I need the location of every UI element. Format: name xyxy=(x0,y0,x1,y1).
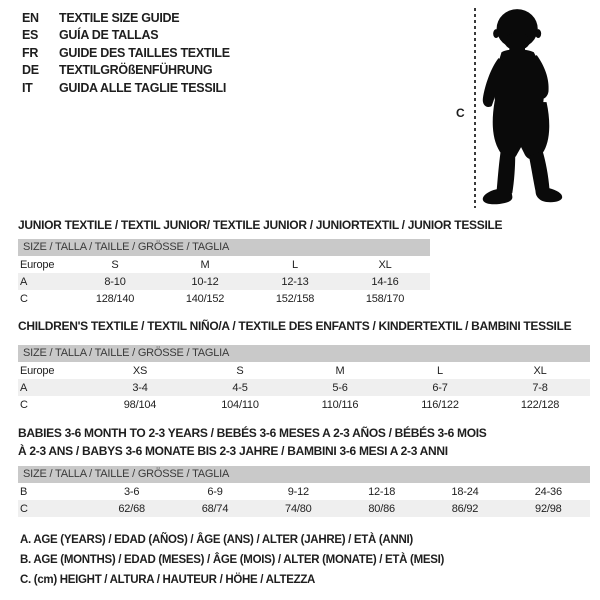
size-cell: 18-24 xyxy=(451,485,479,498)
junior-size-table xyxy=(18,256,430,307)
list-item xyxy=(22,79,230,97)
size-cell: L xyxy=(437,364,443,377)
guide-title: GUÍA DE TALLAS xyxy=(59,28,159,43)
size-cell: 86/92 xyxy=(451,502,479,515)
row-label: Europe xyxy=(20,258,55,271)
size-header-bar: SIZE / TALLA / TAILLE / GRÖSSE / TAGLIA xyxy=(18,466,590,483)
row-label: Europe xyxy=(20,364,55,377)
size-cell: 3-4 xyxy=(132,381,148,394)
row-label: C xyxy=(20,292,28,305)
size-cell: 68/74 xyxy=(201,502,229,515)
table-row xyxy=(18,379,590,396)
size-header-bar: SIZE / TALLA / TAILLE / GRÖSSE / TAGLIA xyxy=(18,345,590,362)
size-cell: M xyxy=(200,258,210,271)
footnote-b: B. AGE (MONTHS) / EDAD (MESES) / ÂGE (MOIS) / ALTER (MONATE) / ETÀ (MESI) xyxy=(20,554,445,566)
row-label: C xyxy=(20,502,28,515)
size-cell: 122/128 xyxy=(520,398,560,411)
size-cell: 158/170 xyxy=(365,292,405,305)
table-row xyxy=(18,290,430,307)
footnote-legend xyxy=(20,530,444,590)
size-cell: 104/110 xyxy=(221,398,259,411)
size-header-bar: SIZE / TALLA / TAILLE / GRÖSSE / TAGLIA xyxy=(18,239,430,256)
size-cell: 24-36 xyxy=(534,485,562,498)
junior-table-title: JUNIOR TEXTILE / TEXTIL JUNIOR/ TEXTILE JUNIOR / JUNIORTEXTIL / JUNIOR TESSILE xyxy=(18,218,503,232)
size-cell: 9-12 xyxy=(287,485,309,498)
table-row xyxy=(18,273,430,290)
baby-silhouette-icon xyxy=(478,6,572,210)
size-cell: S xyxy=(236,364,244,377)
guide-title: GUIDE DES TAILLES TEXTILE xyxy=(59,45,230,60)
row-label: C xyxy=(20,398,28,411)
list-item xyxy=(22,27,230,45)
size-cell: 140/152 xyxy=(185,292,225,305)
size-cell: 92/98 xyxy=(535,502,562,515)
language-code: DE xyxy=(22,63,39,78)
size-cell: XL xyxy=(378,258,392,271)
table-row xyxy=(18,396,590,413)
size-cell: 6-7 xyxy=(432,381,448,394)
size-cell: XL xyxy=(533,364,547,377)
size-cell: L xyxy=(292,258,298,271)
guide-title: GUIDA ALLE TAGLIE TESSILI xyxy=(59,80,227,95)
row-label: A xyxy=(20,275,28,288)
guide-title: TEXTILE SIZE GUIDE xyxy=(59,10,180,25)
size-cell: 7-8 xyxy=(532,381,548,394)
table-row xyxy=(18,256,430,273)
row-label: B xyxy=(20,485,28,498)
language-code: FR xyxy=(22,45,39,60)
language-title-list xyxy=(22,9,230,97)
language-code: IT xyxy=(22,80,33,95)
size-cell: 74/80 xyxy=(285,502,312,515)
table-row xyxy=(18,362,590,379)
children-table-title: CHILDREN'S TEXTILE / TEXTIL NIÑO/A / TEXTILE DES ENFANTS / KINDERTEXTIL / BAMBINI TESSILE xyxy=(18,319,572,333)
language-code: EN xyxy=(22,10,39,25)
list-item xyxy=(22,62,230,80)
size-cell: 12-18 xyxy=(368,485,396,498)
babies-table-title: BABIES 3-6 MONTH TO 2-3 YEARS / BEBÉS 3-6 MESES A 2-3 AÑOS / BÉBÉS 3-6 MOIS À 2-3 ANS / BABYS 3-6 MONATE BIS 2-3 JAHRE / BAMBINI 3-6 MESI A 2-3 ANNI xyxy=(18,426,487,458)
children-size-table xyxy=(18,362,590,413)
size-cell: 128/140 xyxy=(95,292,135,305)
list-item xyxy=(22,44,230,62)
size-cell: 80/86 xyxy=(368,502,395,515)
size-cell: M xyxy=(335,364,345,377)
language-code: ES xyxy=(22,28,39,43)
row-label: A xyxy=(20,381,28,394)
size-cell: 14-16 xyxy=(371,275,399,288)
footnote-c: C. (cm) HEIGHT / ALTURA / HAUTEUR / HÖHE / ALTEZZA xyxy=(20,574,316,586)
table-row xyxy=(18,500,590,517)
size-cell: 152/158 xyxy=(275,292,315,305)
table-row xyxy=(18,483,590,500)
guide-title: TEXTILGRÖßENFÜHRUNG xyxy=(59,63,213,78)
size-cell: S xyxy=(111,258,119,271)
size-cell: 10-12 xyxy=(191,275,219,288)
size-cell: 110/116 xyxy=(321,398,359,411)
list-item xyxy=(22,9,230,27)
size-cell: XS xyxy=(132,364,148,377)
size-cell: 62/68 xyxy=(118,502,145,515)
size-cell: 98/104 xyxy=(123,398,157,411)
babies-size-table xyxy=(18,483,590,517)
size-cell: 4-5 xyxy=(232,381,248,394)
size-cell: 3-6 xyxy=(124,485,140,498)
height-measure-label: C xyxy=(456,106,465,120)
size-cell: 6-9 xyxy=(207,485,223,498)
size-cell: 5-6 xyxy=(332,381,348,394)
height-measure-dashed-line xyxy=(474,8,476,208)
size-cell: 8-10 xyxy=(104,275,126,288)
size-cell: 12-13 xyxy=(281,275,309,288)
footnote-a: A. AGE (YEARS) / EDAD (AÑOS) / ÂGE (ANS) / ALTER (JAHRE) / ETÀ (ANNI) xyxy=(20,534,413,546)
size-cell: 116/122 xyxy=(421,398,459,411)
